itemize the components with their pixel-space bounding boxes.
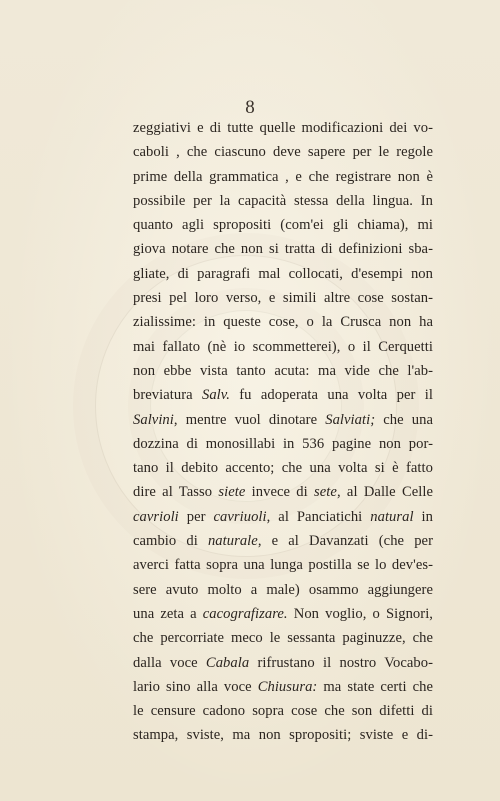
text-run: zeggiativi e di tutte quelle modificazioni dei vo- [133, 120, 433, 136]
text-run: quanto agli spropositi (com'ei gli chiama), mi [133, 217, 433, 234]
text-run: , e al Davanzati (che per [257, 533, 433, 550]
text-line [133, 553, 433, 577]
text-line [133, 140, 433, 164]
italic-citation: cavrioli [133, 508, 179, 525]
text-run: caboli , che ciascuno deve sapere per le regole [133, 144, 433, 161]
italic-citation: Salv. [201, 387, 230, 404]
text-run: per [178, 508, 214, 525]
italic-citation: siete [218, 484, 246, 501]
text-line [133, 335, 433, 359]
text-line [133, 456, 433, 480]
text-line [133, 675, 433, 699]
text-run: fu adoperata una volta per il [229, 387, 433, 404]
text-line [133, 165, 433, 189]
italic-citation: Salviati; [325, 411, 376, 428]
text-run: lario sino alla voce [133, 678, 258, 695]
text-run: che una [375, 411, 433, 428]
text-line [133, 626, 433, 650]
text-run: dozzina di monosillabi in 536 pagine non por- [133, 435, 433, 452]
page-number: 8 [245, 97, 255, 118]
text-run: breviatura [133, 387, 202, 404]
text-run: ma state certi che [317, 678, 433, 695]
text-run: Non voglio, o Signori, [287, 605, 433, 622]
text-line [133, 723, 433, 747]
text-run: cambio di [133, 533, 208, 550]
text-run: sere avuto molto a male) osammo aggiungere [133, 581, 433, 598]
text-line [133, 432, 433, 456]
italic-citation: Cabala [205, 654, 250, 671]
text-line [133, 383, 433, 407]
text-run: presi pel loro verso, e simili altre cose sostan- [133, 290, 433, 307]
text-line [133, 699, 433, 723]
text-run: che percorriate meco le sessanta paginuzze, che [133, 630, 433, 647]
text-line [133, 189, 433, 213]
italic-citation: sete [314, 484, 337, 501]
text-line [133, 310, 433, 334]
text-line [133, 529, 433, 553]
text-run: in [413, 508, 433, 525]
text-run: , al Dalle Celle [336, 484, 433, 501]
text-run: zialissime: in queste cose, o la Crusca non ha [133, 314, 433, 331]
italic-citation: naturale [207, 533, 258, 550]
italic-citation: natural [370, 508, 414, 525]
italic-citation: Chiusura: [257, 678, 318, 695]
italic-citation: cavriuoli [213, 508, 267, 525]
italic-citation: cacografizare. [202, 605, 288, 622]
text-run: , mentre vuol dinotare [173, 411, 326, 428]
text-run: rifrustano il nostro Vocabo- [249, 654, 433, 671]
text-run: una zeta a [133, 605, 203, 622]
text-run: le censure cadono sopra cose che son difetti di [133, 703, 433, 720]
text-line [133, 237, 433, 261]
text-line [133, 651, 433, 675]
text-line [133, 480, 433, 504]
text-run: , al Panciatichi [266, 508, 371, 525]
text-run: possibile per la capacità stessa della lingua. In [133, 192, 433, 209]
text-line [133, 602, 433, 626]
text-run: stampa, sviste, ma non spropositi; sviste e di- [133, 727, 433, 744]
text-line [133, 116, 433, 140]
text-line [133, 213, 433, 237]
italic-citation: Salvini [133, 411, 174, 428]
text-run: giova notare che non si tratta di definizioni sba- [133, 241, 433, 258]
text-line [133, 505, 433, 529]
text-run: tano il debito accento; che una volta si è fatto [133, 460, 433, 477]
text-run: non ebbe vista tanto acuta: ma vide che l'ab- [133, 362, 433, 379]
text-run: invece di [245, 484, 315, 501]
text-run: dire al Tasso [133, 484, 219, 501]
text-line [133, 359, 433, 383]
text-line [133, 578, 433, 602]
text-line [133, 262, 433, 286]
text-run: mai fallato (nè io scommetterei), o il Cerquetti [133, 338, 433, 355]
text-line [133, 408, 433, 432]
text-run: prime della grammatica , e che registrare non è [133, 168, 433, 185]
body-text [133, 116, 433, 748]
text-run: averci fatta sopra una lunga postilla se lo dev'es- [133, 557, 433, 574]
text-run: dalla voce [133, 654, 206, 671]
text-line [133, 286, 433, 310]
text-run: gliate, di paragrafi mal collocati, d'esempi non [133, 265, 433, 282]
